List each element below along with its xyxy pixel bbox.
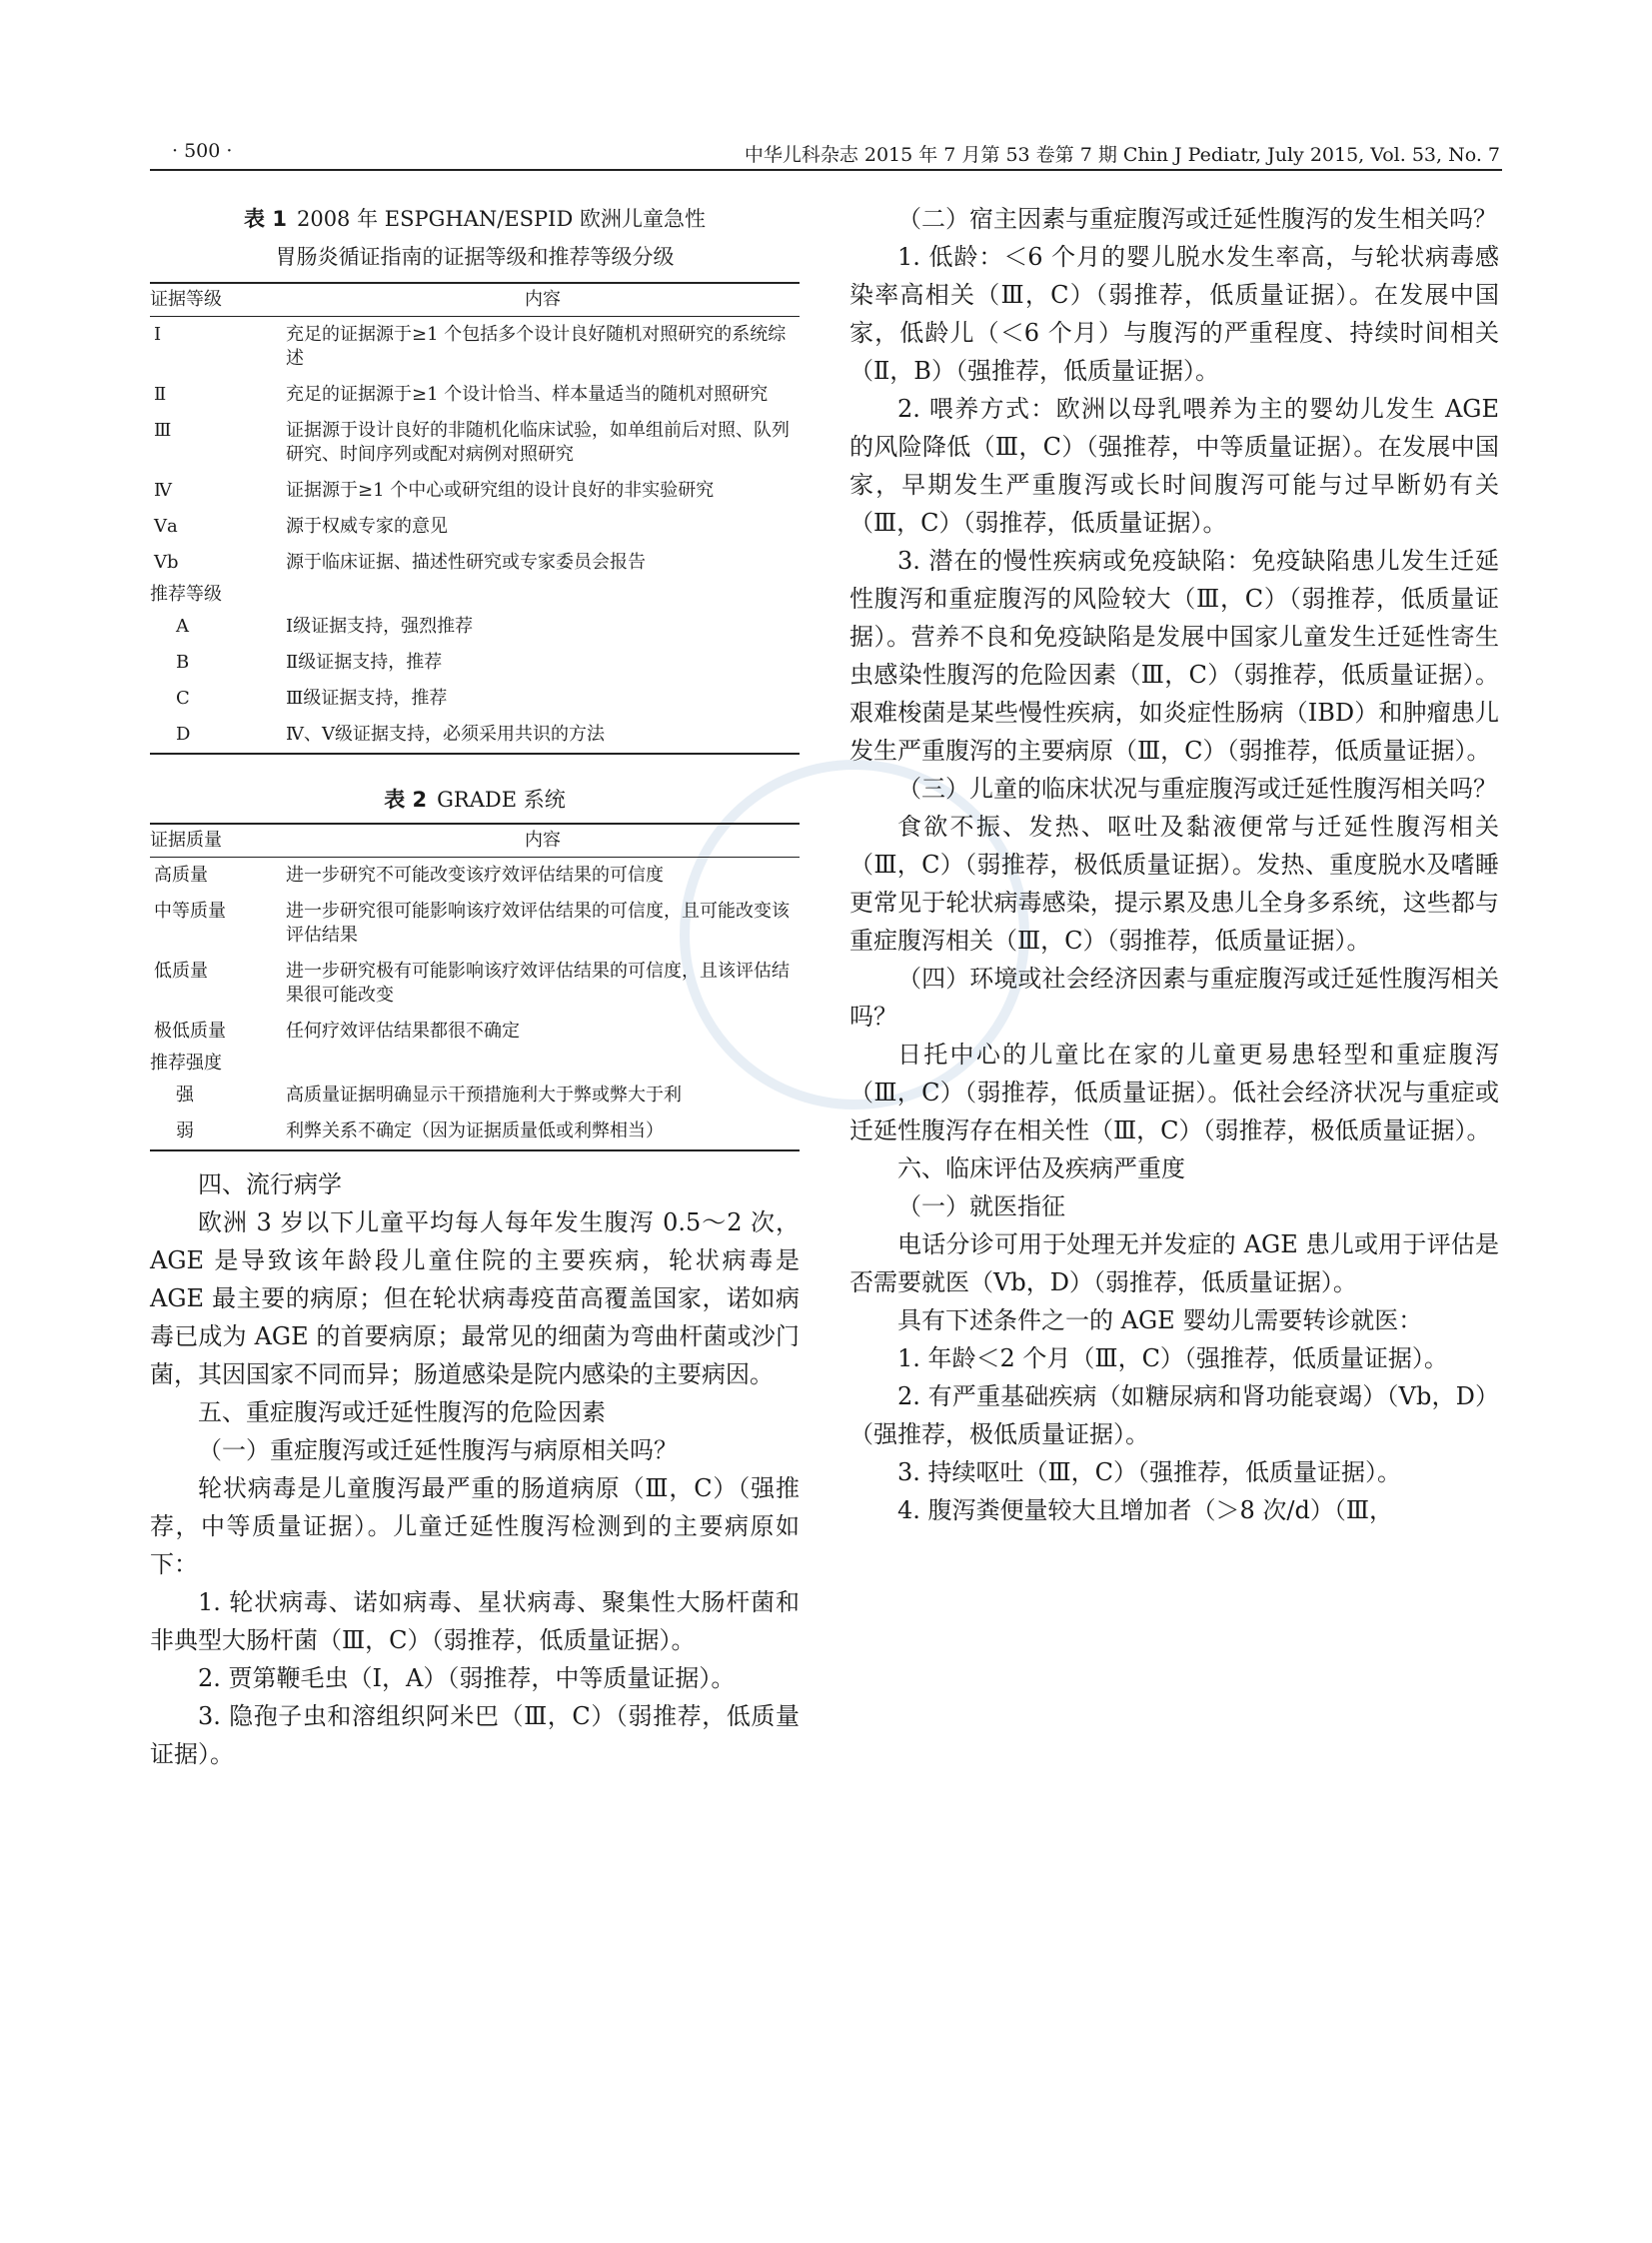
row-content: Ⅲ级证据支持，推荐: [286, 688, 448, 709]
table1-title-line1: [150, 200, 800, 238]
row-level: Ⅴa: [154, 516, 178, 537]
row-content: 进一步研究很可能影响该疗效评估结果的可信度，且可能改变该评估结果: [286, 901, 790, 946]
table-section-heading: [150, 581, 800, 609]
paragraph: 四、流行病学: [198, 1170, 342, 1198]
row-content: 进一步研究不可能改变该疗效评估结果的可信度: [286, 865, 664, 886]
row-content: 证据源于≥1 个中心或研究组的设计良好的非实验研究: [286, 480, 715, 501]
row-level: 高质量: [154, 865, 208, 886]
table-row: [150, 377, 800, 413]
table2-title: [150, 781, 800, 819]
table-row: [150, 1078, 800, 1114]
row-content: 任何疗效评估结果都很不确定: [286, 1021, 520, 1042]
table1-col1-header: 证据等级: [150, 283, 286, 317]
table-row: [150, 681, 800, 717]
row-level: Ⅴb: [154, 552, 179, 573]
page-number: · 500 ·: [172, 140, 233, 162]
row-level: A: [176, 616, 189, 637]
table-row: [150, 717, 800, 754]
row-content: 源于临床证据、描述性研究或专家委员会报告: [286, 552, 646, 573]
row-level: D: [150, 717, 286, 754]
row-level: Ⅲ: [154, 420, 172, 441]
table1-label: 表 1: [244, 207, 287, 231]
row-level: 中等质量: [154, 901, 226, 922]
row-content: 充足的证据源于≥1 个设计恰当、样本量适当的随机对照研究: [286, 384, 769, 405]
paragraph: （四）环境或社会经济因素与重症腹泻或迁延性腹泻相关吗？: [849, 965, 1499, 1031]
table1-title-text: 2008 年 ESPGHAN/ESPID 欧洲儿童急性: [296, 207, 706, 231]
paragraph: 2. 喂养方式：欧洲以母乳喂养为主的婴幼儿发生 AGE 的风险降低（Ⅲ，C）（强推荐，中等质量证据）。在发展中国家，早期发生严重腹泻或长时间腹泻可能与过早断奶有关（Ⅲ，C）（弱推荐，低质量证据）。: [849, 395, 1499, 537]
paragraph: 2. 有严重基础疾病（如糖尿病和肾功能衰竭）（Ⅴb，D）（强推荐，极低质量证据）。: [849, 1382, 1499, 1448]
table-row: [150, 545, 800, 581]
paragraph: 1. 低龄：＜6 个月的婴儿脱水发生率高，与轮状病毒感染率高相关（Ⅲ，C）（弱推荐，低质量证据）。在发展中国家，低龄儿（＜6 个月）与腹泻的严重程度、持续时间相关（Ⅱ，B）（强推荐，低质量证据）。: [849, 243, 1499, 385]
row-level: C: [176, 688, 190, 709]
table1-grid: [150, 282, 800, 755]
table-row: [150, 645, 800, 681]
row-level: Ⅰ: [154, 324, 162, 345]
table-row: [150, 317, 800, 378]
row-content: 利弊关系不确定（因为证据质量低或利弊相当）: [286, 1114, 800, 1150]
row-content: 高质量证据明确显示干预措施利大于弊或弊大于利: [286, 1085, 682, 1106]
right-column: [849, 200, 1499, 1529]
row-level: B: [176, 652, 190, 673]
table-row: [150, 1114, 800, 1150]
table2-title-text: GRADE 系统: [437, 788, 566, 812]
paragraph: 轮状病毒是儿童腹泻最严重的肠道病原（Ⅲ，C）（强推荐，中等质量证据）。儿童迁延性腹泻检测到的主要病原如下：: [150, 1474, 800, 1578]
table-row: [150, 413, 800, 473]
table-row: [150, 1014, 800, 1050]
table2-col2-header: 内容: [286, 824, 800, 858]
table-row: [150, 509, 800, 545]
table2-label: 表 2: [384, 788, 428, 812]
paragraph: 具有下述条件之一的 AGE 婴幼儿需要转诊就医：: [897, 1306, 1423, 1334]
paragraph: （一）就医指征: [897, 1192, 1065, 1220]
paragraph: 日托中心的儿童比在家的儿童更易患轻型和重症腹泻（Ⅲ，C）（弱推荐，低质量证据）。低社会经济状况与重症或迁延性腹泻存在相关性（Ⅲ，C）（弱推荐，极低质量证据）。: [849, 1041, 1499, 1144]
paragraph: 2. 贾第鞭毛虫（Ⅰ，A）（弱推荐，中等质量证据）。: [198, 1664, 736, 1692]
paragraph: 欧洲 3 岁以下儿童平均每人每年发生腹泻 0.5～2 次，AGE 是导致该年龄段儿童住院的主要疾病，轮状病毒是 AGE 最主要的病原；但在轮状病毒疫苗高覆盖国家，诺如病毒已成为 AGE 的首要病原；最常见的细菌为弯曲杆菌或沙门菌，其因国家不同而异；肠道感染是院内感染的主要病因。: [150, 1208, 800, 1388]
table1-title-line2: 胃肠炎循证指南的证据等级和推荐等级分级: [275, 245, 675, 269]
right-body-text: [849, 200, 1499, 1529]
row-level: Ⅳ: [154, 480, 172, 501]
row-content: 充足的证据源于≥1 个包括多个设计良好随机对照研究的系统综述: [286, 324, 787, 369]
row-level: 低质量: [154, 961, 208, 982]
table-row: [150, 894, 800, 954]
paragraph: （一）重症腹泻或迁延性腹泻与病原相关吗？: [198, 1436, 678, 1464]
table1: [150, 200, 800, 755]
paragraph: 1. 轮状病毒、诺如病毒、星状病毒、聚集性大肠杆菌和非典型大肠杆菌（Ⅲ，C）（弱推荐，低质量证据）。: [150, 1588, 800, 1654]
table2-col1-header: 证据质量: [150, 824, 286, 858]
left-column: [150, 200, 800, 1773]
left-body-text: [150, 1165, 800, 1773]
rec-heading: 推荐等级: [150, 584, 222, 605]
paragraph: 六、临床评估及疾病严重度: [897, 1154, 1185, 1182]
row-content: Ⅰ级证据支持，强烈推荐: [286, 616, 474, 637]
table-row: [150, 858, 800, 895]
paragraph: 1. 年龄＜2 个月（Ⅲ，C）（强推荐，低质量证据）。: [897, 1344, 1448, 1372]
table2-grid: [150, 823, 800, 1151]
row-level: 强: [176, 1085, 194, 1106]
row-level: Ⅱ: [154, 384, 167, 405]
paragraph: 电话分诊可用于处理无并发症的 AGE 患儿或用于评估是否需要就医（Ⅴb，D）（弱推荐，低质量证据）。: [849, 1230, 1499, 1296]
row-content: 证据源于设计良好的非随机化临床试验，如单组前后对照、队列研究、时间序列或配对病例对照研究: [286, 420, 790, 465]
paragraph: 3. 潜在的慢性疾病或免疫缺陷：免疫缺陷患儿发生迁延性腹泻和重症腹泻的风险较大（Ⅲ，C）（弱推荐，低质量证据）。营养不良和免疫缺陷是发展中国家儿童发生迁延性寄生虫感染性腹泻的危险因素（Ⅲ，C）（弱推荐，低质量证据）。艰难梭菌是某些慢性疾病，如炎症性肠病（IBD）和肿瘤患儿发生严重腹泻的主要病原（Ⅲ，C）（弱推荐，低质量证据）。: [849, 547, 1499, 765]
table-row: [150, 609, 800, 645]
rec-heading: 推荐强度: [150, 1053, 222, 1074]
paragraph: （三）儿童的临床状况与重症腹泻或迁延性腹泻相关吗？: [897, 775, 1497, 803]
paragraph: 五、重症腹泻或迁延性腹泻的危险因素: [198, 1398, 606, 1426]
row-content: Ⅳ、Ⅴ级证据支持，必须采用共识的方法: [286, 717, 800, 754]
table-section-heading: [150, 1050, 800, 1078]
row-level: 极低质量: [154, 1021, 226, 1042]
table1-col2-header: 内容: [286, 283, 800, 317]
paragraph: 3. 隐孢子虫和溶组织阿米巴（Ⅲ，C）（弱推荐，低质量证据）。: [150, 1702, 800, 1768]
table-row: [150, 954, 800, 1014]
header-rule: [150, 169, 1502, 171]
row-content: 源于权威专家的意见: [286, 516, 448, 537]
paragraph: 3. 持续呕吐（Ⅲ，C）（强推荐，低质量证据）。: [897, 1458, 1402, 1486]
row-level: 弱: [150, 1114, 286, 1150]
table2: [150, 781, 800, 1151]
paragraph: 食欲不振、发热、呕吐及黏液便常与迁延性腹泻相关（Ⅲ，C）（弱推荐，极低质量证据）。发热、重度脱水及嗜睡更常见于轮状病毒感染，提示累及患儿全身多系统，这些都与重症腹泻相关（Ⅲ，C）（弱推荐，低质量证据）。: [849, 813, 1499, 955]
table-row: [150, 473, 800, 509]
paragraph: （二）宿主因素与重症腹泻或迁延性腹泻的发生相关吗？: [897, 205, 1497, 233]
journal-header: 中华儿科杂志 2015 年 7 月第 53 卷第 7 期 Chin J Pediatr, July 2015, Vol. 53, No. 7: [744, 144, 1500, 166]
paragraph: 4. 腹泻粪便量较大且增加者（＞8 次/d）（Ⅲ，: [897, 1496, 1394, 1524]
row-content: 进一步研究极有可能影响该疗效评估结果的可信度，且该评估结果很可能改变: [286, 961, 790, 1006]
row-content: Ⅱ级证据支持，推荐: [286, 652, 443, 673]
